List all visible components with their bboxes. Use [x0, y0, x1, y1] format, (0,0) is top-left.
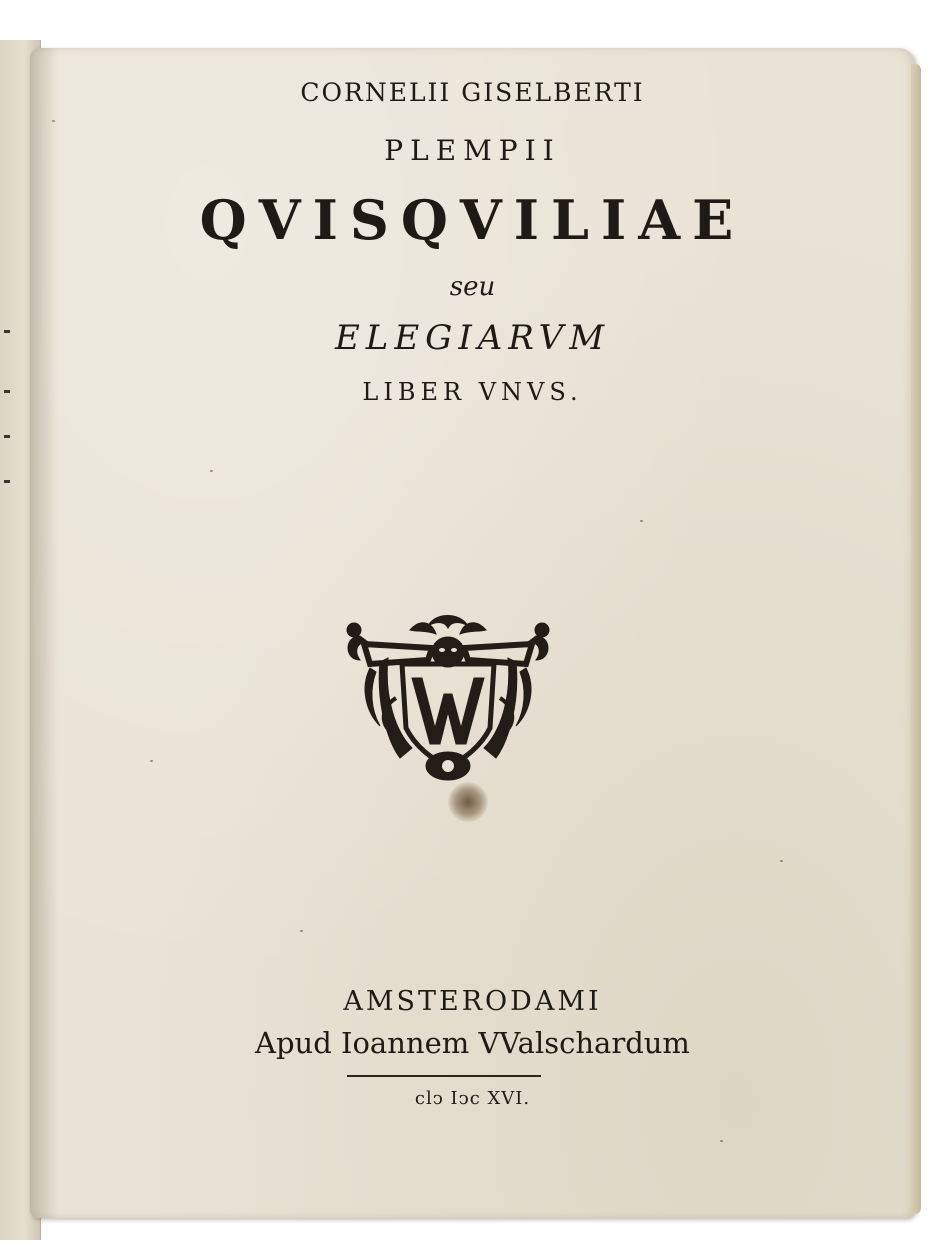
- imprint-date: clↄ Iↄc XVI.: [414, 1088, 531, 1109]
- author-surname: PLEMPII: [384, 134, 561, 167]
- ink-mark: [4, 330, 10, 333]
- paper-speck: [52, 120, 55, 122]
- ink-mark: [4, 480, 10, 483]
- book-subtitle: ELEGIARVM: [334, 318, 611, 358]
- book-subtitle-2: LIBER VNVS.: [362, 378, 583, 406]
- author-name: CORNELII GISELBERTI: [300, 78, 645, 107]
- imprint-rule: [347, 1075, 541, 1077]
- paper-speck: [640, 520, 643, 522]
- printers-device-ornament-icon: [340, 608, 556, 784]
- foxing-stain: [448, 782, 488, 822]
- imprint-city: AMSTERODAMI: [343, 986, 602, 1017]
- imprint-publisher: Apud Ioannem VValschardum: [255, 1026, 690, 1060]
- paper-speck: [150, 760, 153, 762]
- title-connector: seu: [449, 272, 496, 302]
- paper-speck: [720, 1140, 723, 1142]
- book-title: QVISQVILIAE: [199, 188, 746, 252]
- paper-speck: [300, 930, 303, 932]
- ink-mark: [4, 435, 10, 438]
- paper-speck: [780, 860, 783, 862]
- paper-speck: [210, 470, 213, 472]
- ink-mark: [4, 390, 10, 393]
